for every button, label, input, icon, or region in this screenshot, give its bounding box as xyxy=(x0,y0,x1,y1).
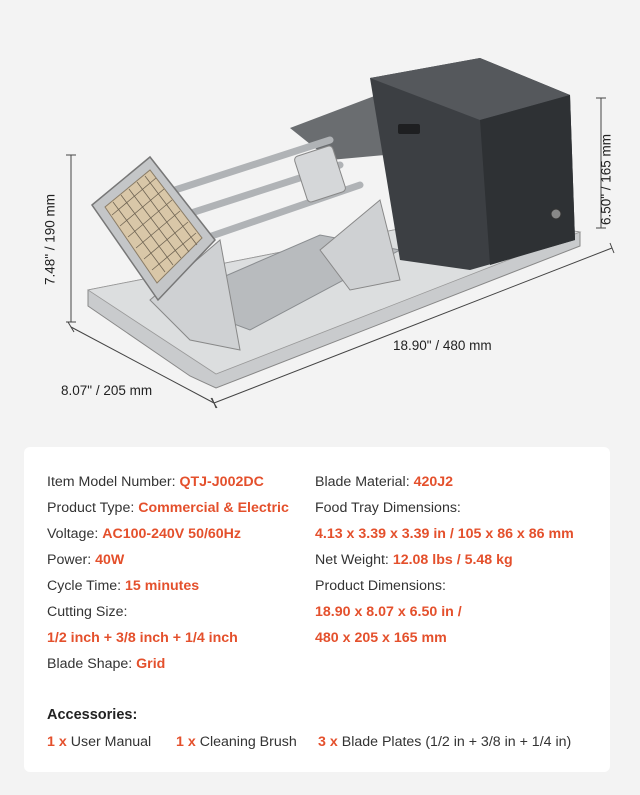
accessory-user-manual: 1 x User Manual xyxy=(47,734,152,750)
height-right-dimension: 6.50" / 165 mm xyxy=(598,133,614,226)
spec-cutting-size-label: Cutting Size: xyxy=(47,604,128,620)
accessories-title: Accessories: xyxy=(47,707,138,723)
spec-type: Product Type: Commercial & Electric xyxy=(47,500,289,516)
spec-voltage: Voltage: AC100-240V 50/60Hz xyxy=(47,526,242,542)
spec-product-dim-mm: 480 x 205 x 165 mm xyxy=(315,630,447,646)
spec-cycle-time: Cycle Time: 15 minutes xyxy=(47,578,200,594)
spec-product-dim-in: 18.90 x 8.07 x 6.50 in / xyxy=(315,604,462,620)
spec-blade-shape: Blade Shape: Grid xyxy=(47,656,166,672)
spec-cutting-size-value: 1/2 inch + 3/8 inch + 1/4 inch xyxy=(47,630,238,646)
spec-blade-material: Blade Material: 420J2 xyxy=(315,474,454,490)
spec-card xyxy=(24,447,610,772)
spec-model: Item Model Number: QTJ-J002DC xyxy=(47,474,264,490)
screw xyxy=(551,209,561,219)
spec-tray-label: Food Tray Dimensions: xyxy=(315,500,461,516)
power-switch xyxy=(398,124,420,134)
accessory-blade-plates: 3 x Blade Plates (1/2 in + 3/8 in + 1/4 in) xyxy=(318,734,572,750)
spec-product-dim-label: Product Dimensions: xyxy=(315,578,446,594)
height-left-dimension: 7.48" / 190 mm xyxy=(42,193,58,286)
width-dimension: 8.07" / 205 mm xyxy=(61,383,153,398)
length-dimension: 18.90" / 480 mm xyxy=(393,338,492,353)
spec-tray-value: 4.13 x 3.39 x 3.39 in / 105 x 86 x 86 mm xyxy=(315,526,574,542)
spec-net-weight: Net Weight: 12.08 lbs / 5.48 kg xyxy=(315,552,513,568)
accessory-cleaning-brush: 1 x Cleaning Brush xyxy=(176,734,297,750)
spec-power: Power: 40W xyxy=(47,552,125,568)
